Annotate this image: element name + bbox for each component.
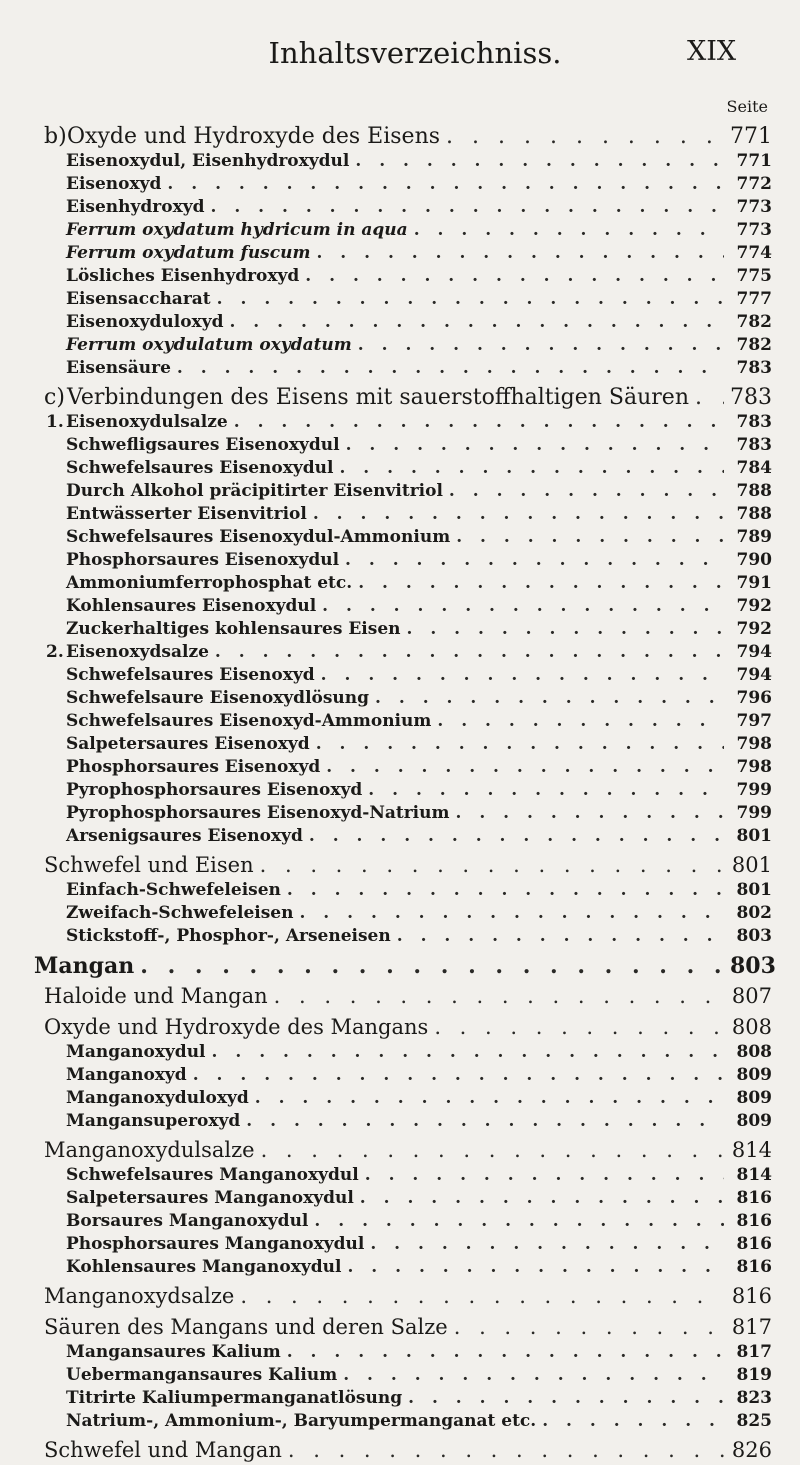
toc-page-number: 802 xyxy=(736,903,772,923)
dot-leader xyxy=(313,504,724,524)
toc-entry-text: Mangansuperoxyd xyxy=(66,1111,241,1131)
dot-leader xyxy=(287,1342,724,1362)
toc-entry xyxy=(0,642,800,665)
dot-leader xyxy=(542,1411,724,1431)
dot-leader xyxy=(454,1315,724,1339)
toc-entry-text: Manganoxyd xyxy=(66,1065,187,1085)
toc-page-number: 792 xyxy=(736,596,772,616)
toc-page-number: 816 xyxy=(731,1284,772,1308)
dot-leader xyxy=(274,984,724,1008)
toc-entry-title xyxy=(66,220,408,240)
dot-leader xyxy=(339,458,724,478)
toc-entry-text: Kohlensaures Manganoxydul xyxy=(66,1257,342,1277)
toc-page-number: 783 xyxy=(736,435,772,455)
toc-entry-title xyxy=(66,289,211,309)
toc-entry xyxy=(0,481,800,504)
toc-page-number: 797 xyxy=(736,711,772,731)
toc-entry-text: Schwefelsaures Eisenoxydul xyxy=(66,458,334,478)
toc-entry xyxy=(0,412,800,435)
toc-entry-text: Salpetersaures Manganoxydul xyxy=(66,1188,354,1208)
dot-leader xyxy=(370,1234,724,1254)
toc-page-number: 788 xyxy=(736,481,772,501)
toc-entry xyxy=(0,953,800,980)
toc-entry-text: Oxyde und Hydroxyde des Eisens xyxy=(67,124,441,149)
toc-entry xyxy=(0,734,800,757)
toc-entry-title xyxy=(66,1411,536,1431)
dot-leader xyxy=(167,174,724,194)
running-title: Inhaltsverzeichniss. xyxy=(268,36,562,70)
toc-page-number: 784 xyxy=(736,458,772,478)
toc-entry xyxy=(0,1211,800,1234)
toc-entry-text: Mangansaures Kalium xyxy=(66,1342,281,1362)
toc-entry xyxy=(0,151,800,174)
toc-entry-text: Schwefelsaures Eisenoxyd-Ammonium xyxy=(66,711,432,731)
toc-entry-title xyxy=(66,1365,337,1385)
toc-page-number: 801 xyxy=(736,826,772,846)
toc-entry xyxy=(0,688,800,711)
toc-entry-title xyxy=(66,1257,341,1277)
toc-entry-title xyxy=(66,151,349,171)
dot-leader xyxy=(434,1015,724,1039)
toc-entry-text: Phosphorsaures Eisenoxyd xyxy=(66,757,321,777)
toc-entry xyxy=(0,711,800,734)
toc-entry-title xyxy=(44,1284,234,1308)
toc-entry xyxy=(0,926,800,949)
toc-entry xyxy=(0,573,800,596)
toc-entry-text: Durch Alkohol präcipitirter Eisenvitriol xyxy=(66,481,443,501)
toc-entry-text: Titrirte Kaliumpermanganatlösung xyxy=(66,1388,403,1408)
toc-entry xyxy=(0,124,800,151)
toc-entry-text: Einfach-Schwefeleisen xyxy=(66,880,281,900)
toc-entry-text: Natrium-, Ammonium-, Baryumpermanganat etc. xyxy=(66,1411,537,1431)
toc-page-number: 794 xyxy=(736,642,772,662)
toc-page-number: 808 xyxy=(736,1042,772,1062)
dot-leader xyxy=(437,711,724,731)
toc-entry xyxy=(0,1188,800,1211)
toc-entry-text: Schwefelsaures Eisenoxyd xyxy=(66,665,315,685)
toc-entry-title xyxy=(66,335,352,355)
toc-entry-title xyxy=(66,757,320,777)
toc-entry-label: 2. xyxy=(46,642,64,662)
toc-entry xyxy=(0,197,800,220)
dot-leader xyxy=(210,197,724,217)
toc-page-number: 816 xyxy=(736,1234,772,1254)
toc-entry xyxy=(0,1042,800,1065)
toc-entry-title xyxy=(66,780,362,800)
toc-entry-text: Schwefelsaure Eisenoxydlösung xyxy=(66,688,370,708)
dot-leader xyxy=(365,1165,724,1185)
toc-entry-text: Lösliches Eisenhydroxyd xyxy=(66,266,300,286)
toc-entry-title xyxy=(46,642,209,662)
toc-page-number: 775 xyxy=(736,266,772,286)
toc-entry-text: Manganoxydulsalze xyxy=(44,1138,255,1162)
toc-entry-text: Eisenoxydsalze xyxy=(66,642,209,662)
toc-entry-text: Zweifach-Schwefeleisen xyxy=(66,903,294,923)
toc-page-number: 816 xyxy=(736,1257,772,1277)
toc-page-number: 817 xyxy=(731,1315,772,1339)
toc-entry-text: Entwässerter Eisenvitriol xyxy=(66,504,307,524)
toc-entry-text: Uebermangansaures Kalium xyxy=(66,1365,338,1385)
toc-page-number: 773 xyxy=(736,197,772,217)
toc-page-number: 809 xyxy=(736,1065,772,1085)
dot-leader xyxy=(321,665,724,685)
toc-entry-text: Ammoniumferrophosphat etc. xyxy=(66,573,353,593)
toc-entry-title xyxy=(66,903,293,923)
toc-entry xyxy=(0,174,800,197)
toc-entry-title xyxy=(44,853,254,877)
toc-entry xyxy=(0,596,800,619)
toc-entry-title xyxy=(66,1234,364,1254)
dot-leader xyxy=(360,1188,724,1208)
toc-page-number: 794 xyxy=(736,665,772,685)
toc-entry-title xyxy=(44,1015,428,1039)
toc-entry-text: Salpetersaures Eisenoxyd xyxy=(66,734,310,754)
toc-entry xyxy=(0,220,800,243)
toc-page-number: 816 xyxy=(736,1188,772,1208)
toc-entry-title xyxy=(66,358,171,378)
toc-entry-title xyxy=(66,826,303,846)
toc-page-number: 825 xyxy=(736,1411,772,1431)
dot-leader xyxy=(322,596,724,616)
toc-entry xyxy=(0,1411,800,1434)
toc-page-number: 814 xyxy=(736,1165,772,1185)
seite-column-label: Seite xyxy=(726,97,768,116)
toc-entry-title xyxy=(66,1188,354,1208)
toc-entry xyxy=(0,1111,800,1134)
dot-leader xyxy=(288,1438,724,1462)
toc-entry-title xyxy=(66,458,333,478)
toc-entry xyxy=(0,435,800,458)
toc-page-number: 772 xyxy=(736,174,772,194)
toc-entry-text: Eisenoxydulsalze xyxy=(66,412,228,432)
toc-page-number: 809 xyxy=(736,1111,772,1131)
toc-entry xyxy=(0,757,800,780)
toc-entry-label: b) xyxy=(44,124,67,149)
dot-leader xyxy=(246,1111,724,1131)
toc-entry-label: c) xyxy=(44,385,65,410)
toc-entry-text: Ferrum oxydulatum oxydatum xyxy=(66,335,352,355)
toc-entry-text: Schwefligsaures Eisenoxydul xyxy=(66,435,340,455)
dot-leader xyxy=(407,619,725,639)
toc-entry-text: Phosphorsaures Manganoxydul xyxy=(66,1234,365,1254)
toc-entry-text: Eisenoxyduloxyd xyxy=(66,312,224,332)
dot-leader xyxy=(695,385,724,410)
dot-leader xyxy=(309,826,724,846)
dot-leader xyxy=(355,151,724,171)
dot-leader xyxy=(255,1088,724,1108)
toc-page-number: 803 xyxy=(736,926,772,946)
toc-entry-text: Arsenigsaures Eisenoxyd xyxy=(66,826,303,846)
dot-leader xyxy=(314,1211,724,1231)
toc-entry-text: Pyrophosphorsaures Eisenoxyd xyxy=(66,780,363,800)
toc-entry-text: Schwefel und Mangan xyxy=(44,1438,282,1462)
toc-page-number: 789 xyxy=(736,527,772,547)
toc-entry-title xyxy=(66,1165,359,1185)
toc-entry-title xyxy=(66,174,161,194)
toc-page-number: 783 xyxy=(736,412,772,432)
toc-page-number: 814 xyxy=(731,1138,772,1162)
toc-entry xyxy=(0,1342,800,1365)
toc-entry-title xyxy=(44,1138,255,1162)
toc-entry-title xyxy=(66,573,352,593)
dot-leader xyxy=(299,903,724,923)
dot-leader xyxy=(397,926,724,946)
toc-entry xyxy=(0,853,800,880)
dot-leader xyxy=(177,358,724,378)
toc-entry-text: Oxyde und Hydroxyde des Mangans xyxy=(44,1015,429,1039)
toc-entry-text: Eisenhydroxyd xyxy=(66,197,205,217)
toc-page-number: 773 xyxy=(736,220,772,240)
toc-page-number: 791 xyxy=(736,573,772,593)
toc-entry-text: Manganoxydsalze xyxy=(44,1284,235,1308)
toc-page-number: 819 xyxy=(736,1365,772,1385)
dot-leader xyxy=(343,1365,724,1385)
toc-page-number: 823 xyxy=(736,1388,772,1408)
toc-page-number: 803 xyxy=(730,953,776,979)
toc-entry-text: Schwefel und Eisen xyxy=(44,853,254,877)
dot-leader xyxy=(345,550,724,570)
toc-entry xyxy=(0,619,800,642)
dot-leader xyxy=(217,289,724,309)
dot-leader xyxy=(316,243,724,263)
toc-entry xyxy=(0,289,800,312)
toc-entry-title xyxy=(66,1211,308,1231)
toc-entry xyxy=(0,903,800,926)
toc-page-number: 782 xyxy=(736,312,772,332)
dot-leader xyxy=(305,266,724,286)
toc-page-number: 783 xyxy=(730,385,772,410)
toc-page-number: 798 xyxy=(736,757,772,777)
toc-entry-title xyxy=(66,527,450,547)
dot-leader xyxy=(140,953,724,979)
toc-page-number: 808 xyxy=(731,1015,772,1039)
toc-entry xyxy=(0,1065,800,1088)
toc-entry-text: Ferrum oxydatum hydricum in aqua xyxy=(66,220,408,240)
toc-entry-title xyxy=(66,481,443,501)
toc-page-number: 777 xyxy=(736,289,772,309)
toc-entry xyxy=(0,385,800,412)
toc-entry-title xyxy=(34,953,134,979)
toc-page-number: 792 xyxy=(736,619,772,639)
toc-entry-text: Eisenoxydul, Eisenhydroxydul xyxy=(66,151,350,171)
dot-leader xyxy=(414,220,724,240)
toc-entry-list xyxy=(0,120,800,1465)
toc-page-number: 774 xyxy=(736,243,772,263)
toc-entry-text: Manganoxyduloxyd xyxy=(66,1088,249,1108)
toc-entry xyxy=(0,984,800,1011)
roman-page-number: XIX xyxy=(687,36,737,67)
toc-page-number: 798 xyxy=(736,734,772,754)
toc-entry-title xyxy=(66,435,340,455)
toc-entry xyxy=(0,826,800,849)
toc-page-number: 782 xyxy=(736,335,772,355)
toc-entry-text: Säuren des Mangans und deren Salze xyxy=(44,1315,448,1339)
toc-entry-text: Kohlensaures Eisenoxydul xyxy=(66,596,317,616)
toc-entry xyxy=(0,312,800,335)
dot-leader xyxy=(456,527,724,547)
toc-page-number: 799 xyxy=(736,780,772,800)
toc-entry-title xyxy=(66,243,310,263)
toc-entry xyxy=(0,1234,800,1257)
dot-leader xyxy=(234,412,724,432)
toc-entry-title xyxy=(44,124,440,149)
toc-entry xyxy=(0,1088,800,1111)
toc-entry-title xyxy=(66,926,391,946)
toc-page-number: 771 xyxy=(730,124,772,149)
dot-leader xyxy=(346,435,724,455)
toc-entry-title xyxy=(66,619,401,639)
dot-leader xyxy=(261,1138,724,1162)
toc-entry xyxy=(0,504,800,527)
dot-leader xyxy=(212,1042,724,1062)
dot-leader xyxy=(456,803,725,823)
toc-entry xyxy=(0,1165,800,1188)
toc-page-number: 801 xyxy=(731,853,772,877)
dot-leader xyxy=(260,853,724,877)
toc-page-number: 796 xyxy=(736,688,772,708)
dot-leader xyxy=(287,880,724,900)
toc-entry-title xyxy=(66,266,299,286)
toc-entry xyxy=(0,780,800,803)
toc-entry-title xyxy=(66,504,307,524)
toc-page-number: 816 xyxy=(736,1211,772,1231)
toc-entry-title xyxy=(66,312,223,332)
toc-entry-text: Eisensäure xyxy=(66,358,171,378)
toc-entry xyxy=(0,358,800,381)
toc-entry-text: Verbindungen des Eisens mit sauerstoffhaltigen Säuren xyxy=(67,385,689,410)
toc-page-number: 790 xyxy=(736,550,772,570)
toc-page-number: 801 xyxy=(736,880,772,900)
toc-entry xyxy=(0,880,800,903)
dot-leader xyxy=(358,573,724,593)
toc-entry-text: Ferrum oxydatum fuscum xyxy=(66,243,311,263)
toc-entry-text: Borsaures Manganoxydul xyxy=(66,1211,309,1231)
toc-entry-title xyxy=(66,1088,249,1108)
toc-entry-title xyxy=(66,711,431,731)
toc-entry-text: Phosphorsaures Eisenoxydul xyxy=(66,550,340,570)
toc-entry-text: Schwefelsaures Eisenoxydul-Ammonium xyxy=(66,527,451,547)
toc-entry-title xyxy=(66,1111,240,1131)
toc-entry-title xyxy=(44,1438,282,1462)
toc-entry-title xyxy=(44,1315,448,1339)
dot-leader xyxy=(316,734,724,754)
toc-page-number: 817 xyxy=(736,1342,772,1362)
toc-entry-title xyxy=(66,803,450,823)
toc-entry xyxy=(0,527,800,550)
toc-entry-title xyxy=(66,880,281,900)
toc-entry xyxy=(0,335,800,358)
toc-entry xyxy=(0,1365,800,1388)
toc-entry xyxy=(0,1284,800,1311)
dot-leader xyxy=(229,312,724,332)
toc-entry-title xyxy=(66,596,316,616)
dot-leader xyxy=(449,481,724,501)
toc-entry xyxy=(0,1438,800,1465)
toc-entry-text: Eisensaccharat xyxy=(66,289,211,309)
toc-entry-text: Stickstoff-, Phosphor-, Arseneisen xyxy=(66,926,391,946)
toc-page-number: 788 xyxy=(736,504,772,524)
toc-entry-title xyxy=(46,412,228,432)
toc-entry xyxy=(0,665,800,688)
dot-leader xyxy=(193,1065,724,1085)
toc-page-number: 826 xyxy=(731,1438,772,1462)
toc-entry-text: Mangan xyxy=(34,953,135,979)
toc-entry-title xyxy=(44,984,268,1008)
toc-entry-text: Haloide und Mangan xyxy=(44,984,268,1008)
toc-entry-title xyxy=(44,385,689,410)
toc-entry-title xyxy=(66,197,204,217)
toc-entry-text: Zuckerhaltiges kohlensaures Eisen xyxy=(66,619,401,639)
toc-entry xyxy=(0,1015,800,1042)
toc-entry-text: Eisenoxyd xyxy=(66,174,162,194)
dot-leader xyxy=(408,1388,724,1408)
toc-entry-title xyxy=(66,734,310,754)
toc-entry-text: Schwefelsaures Manganoxydul xyxy=(66,1165,359,1185)
toc-entry-title xyxy=(66,665,315,685)
toc-entry-title xyxy=(66,688,369,708)
toc-page-number: 809 xyxy=(736,1088,772,1108)
dot-leader xyxy=(215,642,724,662)
toc-entry-title xyxy=(66,1388,402,1408)
toc-entry xyxy=(0,1138,800,1165)
toc-entry xyxy=(0,266,800,289)
toc-entry xyxy=(0,803,800,826)
dot-leader xyxy=(368,780,724,800)
toc-page-number: 799 xyxy=(736,803,772,823)
toc-entry xyxy=(0,1257,800,1280)
toc-page-number: 807 xyxy=(731,984,772,1008)
toc-page-number: 771 xyxy=(736,151,772,171)
toc-entry-text: Manganoxydul xyxy=(66,1042,206,1062)
toc-entry-title xyxy=(66,1042,206,1062)
dot-leader xyxy=(446,124,724,149)
toc-entry-label: 1. xyxy=(46,412,64,432)
toc-entry-title xyxy=(66,550,339,570)
dot-leader xyxy=(375,688,724,708)
dot-leader xyxy=(358,335,724,355)
toc-entry-title xyxy=(66,1342,281,1362)
toc-entry xyxy=(0,458,800,481)
toc-entry xyxy=(0,550,800,573)
dot-leader xyxy=(326,757,724,777)
toc-page-number: 783 xyxy=(736,358,772,378)
toc-entry xyxy=(0,1315,800,1342)
toc-entry-text: Pyrophosphorsaures Eisenoxyd-Natrium xyxy=(66,803,450,823)
toc-entry-title xyxy=(66,1065,187,1085)
toc-entry xyxy=(0,1388,800,1411)
dot-leader xyxy=(240,1284,724,1308)
toc-entry xyxy=(0,243,800,266)
dot-leader xyxy=(347,1257,724,1277)
